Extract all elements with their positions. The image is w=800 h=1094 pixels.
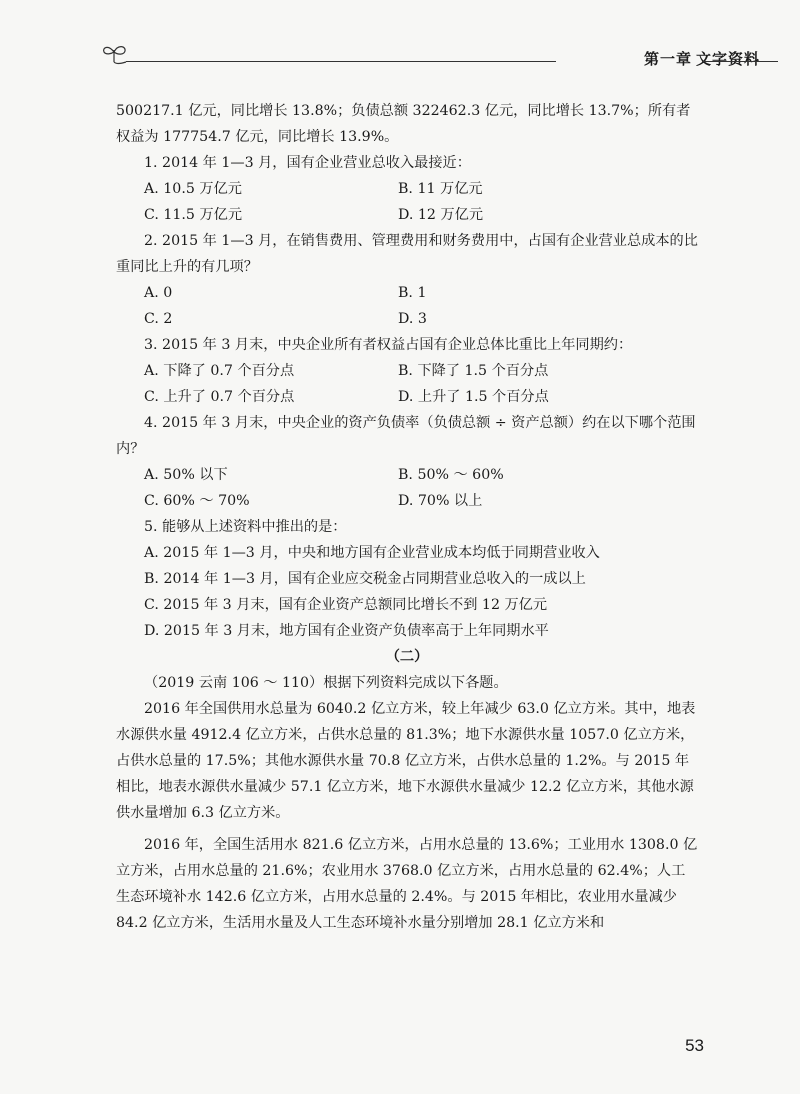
question-text: 1. 2014 年 1—3 月，国有企业营业总收入最接近： xyxy=(144,155,471,171)
question-text: 3. 2015 年 3 月末，中央企业所有者权益占国有企业总体比重比上年同期约： xyxy=(144,337,633,353)
question-5 xyxy=(116,514,698,644)
option-a: A. 2015 年 1—3 月，中央和地方国有企业营业成本均低于同期营业收入 xyxy=(144,545,600,561)
option-d: D. 上升了 1.5 个百分点 xyxy=(398,389,549,405)
intro-line-2: 权益为 177754.7 亿元，同比增长 13.9%。 xyxy=(116,129,399,145)
sprout-icon xyxy=(100,40,130,70)
option-b: B. 2014 年 1—3 月，国有企业应交税金占同期营业总收入的一成以上 xyxy=(144,571,586,587)
question-text: 5. 能够从上述资料中推出的是： xyxy=(144,519,347,535)
option-b: B. 50% ～ 60% xyxy=(398,467,504,483)
question-3 xyxy=(116,332,698,410)
option-c: C. 11.5 万亿元 xyxy=(144,207,243,223)
option-b: B. 11 万亿元 xyxy=(398,181,483,197)
option-b: B. 下降了 1.5 个百分点 xyxy=(398,363,549,379)
chapter-label: 第一章 xyxy=(643,50,692,68)
option-c: C. 2 xyxy=(144,311,173,327)
question-1 xyxy=(116,150,698,228)
question-text: 2. 2015 年 1—3 月，在销售费用、管理费用和财务费用中，占国有企业营业总成本的比重同比上升的有几项？ xyxy=(116,233,698,275)
option-d: D. 70% 以上 xyxy=(398,493,483,509)
option-a: A. 下降了 0.7 个百分点 xyxy=(144,363,295,379)
header-rule-left xyxy=(126,61,556,62)
option-a: A. 50% 以下 xyxy=(144,467,228,483)
page-number: 53 xyxy=(685,1036,704,1055)
question-text: 4. 2015 年 3 月末，中央企业的资产负债率（负债总额 ÷ 资产总额）约在以下哪个范围内？ xyxy=(116,415,696,457)
intro-line-1: 500217.1 亿元，同比增长 13.8%；负债总额 322462.3 亿元，同比增长 13.7%；所有者 xyxy=(116,103,691,119)
page-body xyxy=(116,98,698,936)
material-paragraph-2: 2016 年，全国生活用水 821.6 亿立方米，占用水总量的 13.6%；工业用水 1308.0 亿立方米，占用水总量的 21.6%；农业用水 3768.0 亿立方米，占用水总量的 62.4%；人工生态环境补水 142.6 亿立方米，占用水总量的 2.4%。与 2015 年相比，农业用水量减少 84.2 亿立方米，生活用水量及人工生态环境补水量分别增加 28.1 亿立方米和 xyxy=(116,837,698,931)
option-d: D. 2015 年 3 月末，地方国有企业资产负债率高于上年同期水平 xyxy=(144,623,549,639)
section-heading: （二） xyxy=(385,649,429,665)
material-paragraph-1: 2016 年全国供用水总量为 6040.2 亿立方米，较上年减少 63.0 亿立方米。其中，地表水源供水量 4912.4 亿立方米，占供水总量的 81.3%；地下水源供水量 1057.0 亿立方米，占供水总量的 17.5%；其他水源供水量 70.8 亿立方米，占供水总量的 1.2%。与 2015 年相比，地表水源供水量减少 57.1 亿立方米，地下水源供水量减少 12.2 亿立方米，其他水源供水量增加 6.3 亿立方米。 xyxy=(116,701,696,821)
option-a: A. 10.5 万亿元 xyxy=(144,181,242,197)
option-d: D. 3 xyxy=(398,311,427,327)
option-d: D. 12 万亿元 xyxy=(398,207,484,223)
section-source: （2019 云南 106 ～ 110）根据下列资料完成以下各题。 xyxy=(144,675,508,691)
option-b: B. 1 xyxy=(398,285,427,301)
option-a: A. 0 xyxy=(144,285,173,301)
running-header xyxy=(100,48,778,72)
question-2 xyxy=(116,228,698,332)
option-c: C. 60% ～ 70% xyxy=(144,493,250,509)
header-rule-right xyxy=(702,61,778,62)
option-c: C. 2015 年 3 月末，国有企业资产总额同比增长不到 12 万亿元 xyxy=(144,597,548,613)
question-4 xyxy=(116,410,698,514)
option-c: C. 上升了 0.7 个百分点 xyxy=(144,389,295,405)
chapter-title: 文字资料 xyxy=(696,50,761,68)
